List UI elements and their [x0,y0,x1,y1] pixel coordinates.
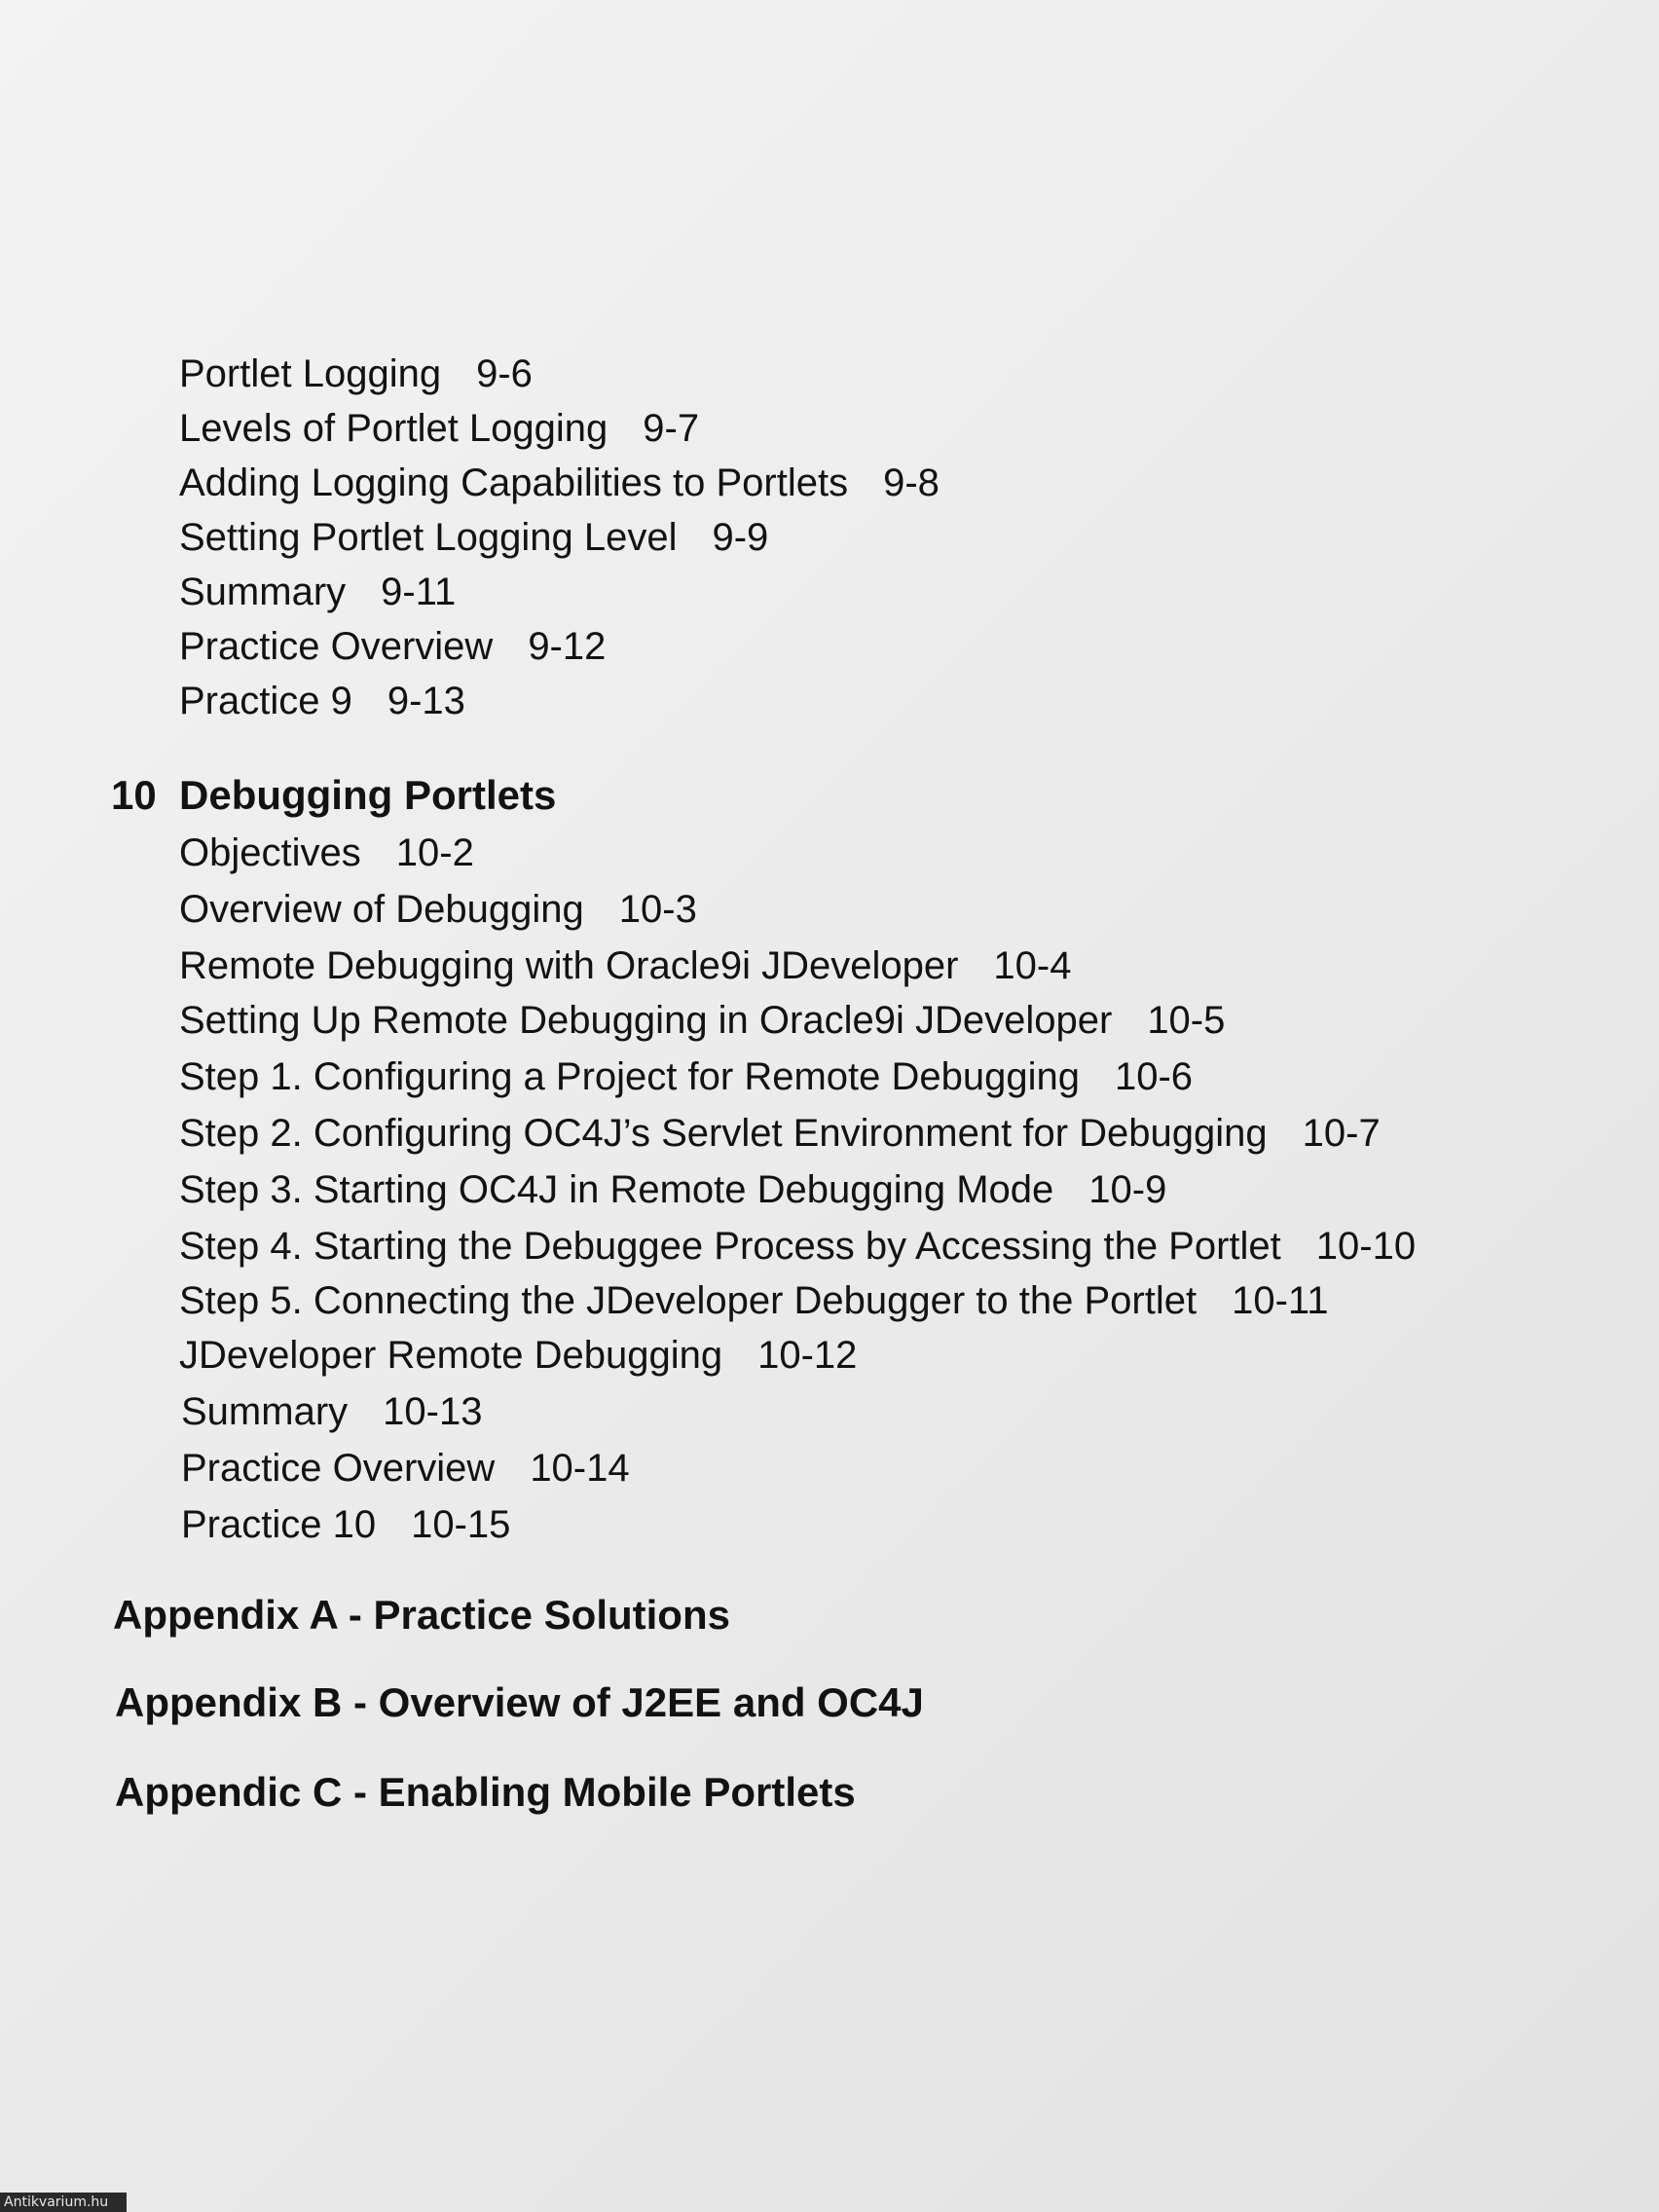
toc-entry-page: 10-15 [411,1503,511,1546]
toc-entry-page: 10-7 [1302,1112,1381,1155]
toc-entry [179,460,940,506]
toc-entry-page: 9-12 [528,625,607,668]
toc-entry-title: Setting Portlet Logging Level [179,516,678,559]
appendix-heading [115,1678,924,1727]
appendix-title: Appendic C - Enabling Mobile Portlets [115,1769,856,1815]
toc-entry [179,1223,1416,1270]
toc-entry-title: Practice 9 [179,680,352,722]
toc-entry-title: Step 4. Starting the Debuggee Process by Accessing the Portlet [179,1225,1281,1268]
toc-entry-title: Step 5. Connecting the JDeveloper Debugger to the Portlet [179,1279,1198,1322]
watermark-label: Antikvarium.hu [0,2193,127,2212]
toc-entry [179,514,768,561]
toc-entry-page: 10-3 [618,888,697,931]
chapter-title: Debugging Portlets [179,772,557,818]
toc-entry-title: JDeveloper Remote Debugging [179,1334,723,1377]
toc-entry-page: 10-9 [1088,1168,1167,1211]
toc-entry [179,1166,1166,1213]
chapter-heading [111,771,556,820]
toc-entry-title: Summary [179,571,347,613]
toc-entry-title: Summary [181,1390,349,1433]
toc-entry-page: 10-12 [757,1334,858,1377]
toc-entry [179,1110,1381,1157]
toc-entry-page: 10-4 [993,944,1072,987]
toc-entry-page: 10-10 [1315,1225,1417,1268]
appendix-heading [115,1768,856,1817]
toc-entry-page: 10-14 [530,1447,630,1490]
toc-entry-page: 9-8 [883,461,940,504]
toc-entry [179,1332,857,1379]
toc-entry [181,1388,482,1435]
toc-entry-title: Step 1. Configuring a Project for Remote Debugging [179,1055,1080,1098]
toc-entry-title: Practice 10 [181,1503,377,1546]
toc-entry [179,569,456,615]
appendix-heading [113,1591,730,1640]
toc-entry-page: 10-13 [383,1390,483,1433]
toc-entry-title: Levels of Portlet Logging [179,407,608,450]
toc-entry [179,997,1225,1044]
toc-entry-title: Adding Logging Capabilities to Portlets [179,461,849,504]
toc-entry-page: 9-11 [381,571,457,613]
toc-entry-title: Practice Overview [179,625,494,668]
toc-entry-title: Portlet Logging [179,352,442,395]
toc-entry-title: Step 3. Starting OC4J in Remote Debugging Mode [179,1168,1054,1211]
toc-entry-page: 9-9 [712,516,769,559]
toc-entry-page: 10-6 [1114,1055,1194,1098]
toc-entry [179,350,533,397]
toc-entry [179,405,699,452]
toc-entry [179,830,474,876]
toc-entry [179,623,606,670]
toc-entry [181,1445,630,1492]
appendix-title: Appendix A - Practice Solutions [113,1592,730,1638]
toc-entry [179,1053,1193,1100]
toc-entry-page: 9-6 [476,352,533,395]
toc-entry-title: Overview of Debugging [179,888,584,931]
chapter-number: 10 [111,772,157,818]
toc-entry [179,942,1071,989]
toc-entry [179,678,465,724]
toc-entry-page: 9-7 [643,407,700,450]
toc-entry [181,1501,510,1548]
toc-entry-title: Setting Up Remote Debugging in Oracle9i JDeveloper [179,999,1113,1042]
toc-entry-title: Objectives [179,831,361,874]
toc-entry-title: Remote Debugging with Oracle9i JDeveloper [179,944,959,987]
appendix-title: Appendix B - Overview of J2EE and OC4J [115,1679,924,1725]
toc-entry-page: 10-11 [1232,1279,1329,1322]
toc-entry-page: 9-13 [387,680,465,722]
toc-entry-title: Step 2. Configuring OC4J’s Servlet Environment for Debugging [179,1112,1268,1155]
toc-entry-page: 10-5 [1147,999,1226,1042]
toc-entry [179,886,697,933]
toc-entry-title: Practice Overview [181,1447,496,1490]
toc-entry-page: 10-2 [395,831,474,874]
toc-entry [179,1277,1328,1324]
